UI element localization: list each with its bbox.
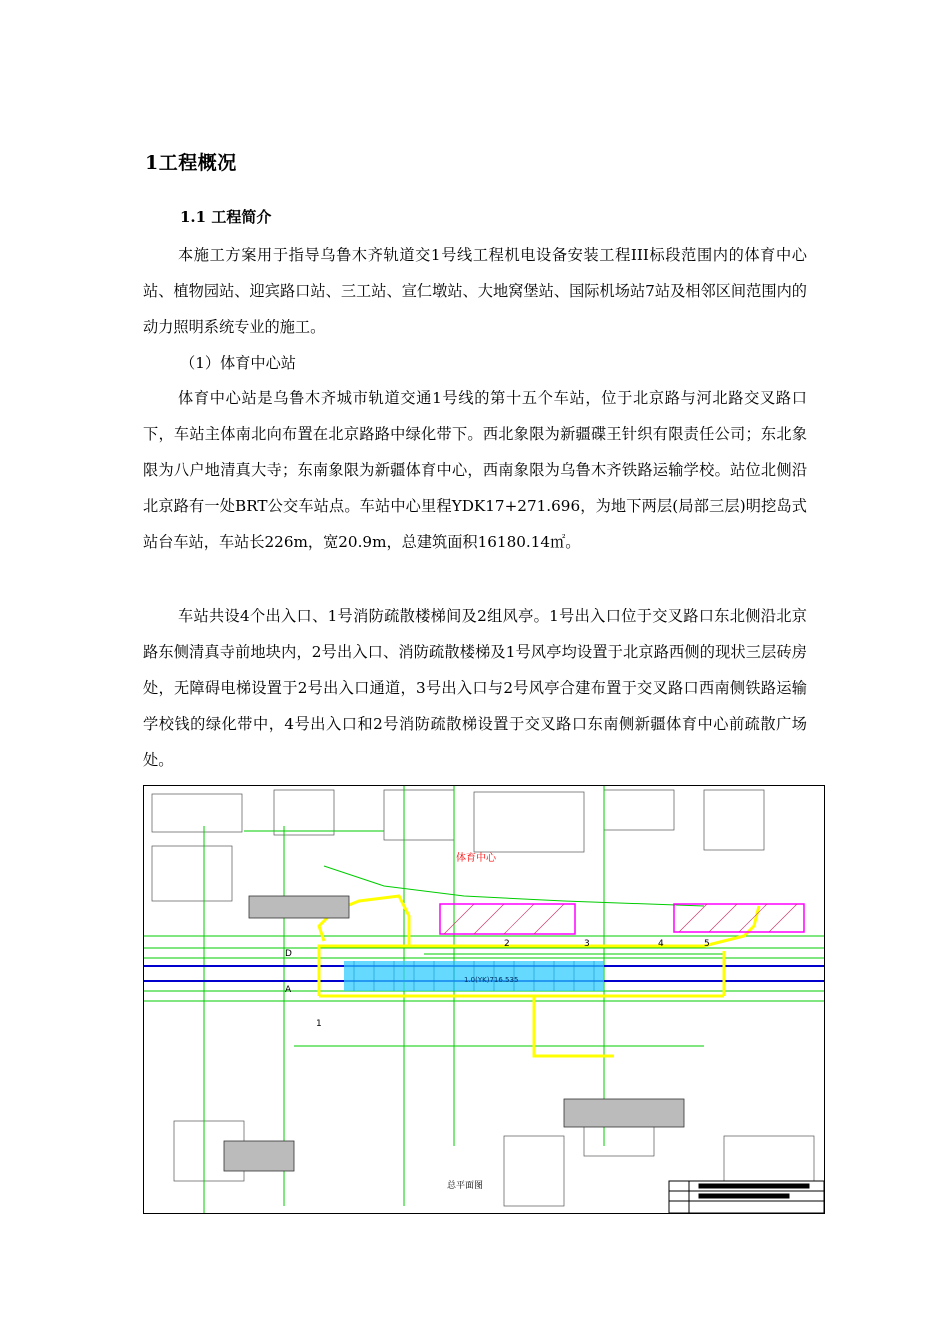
item-label: （1）体育中心站 <box>180 354 296 372</box>
subsection-title: 1.1 工程简介 <box>180 208 272 226</box>
entrance-1-label: 1 <box>316 1019 322 1029</box>
entrance-3-label: 3 <box>584 939 590 949</box>
title-block <box>669 1181 824 1213</box>
paragraph-station-location: 体育中心站是乌鲁木齐城市轨道交通1号线的第十五个车站，位于北京路与河北路交叉路口下，车站主体南北向布置在北京路路中绿化带下。西北象限为新疆碟王针织有限责任公司；东北象限为八户地清真大寺；东南象限为新疆体育中心，西南象限为乌鲁木齐铁路运输学校。站位北侧沿北京路有一处BRT公交车站点。车站中心里程YDK17+271.696，为地下两层(局部三层)明挖岛式站台车站，车站长226m，宽20.9m，总建筑面积16180.14㎡。 <box>143 389 807 551</box>
paragraph-scope: 本施工方案用于指导乌鲁木齐轨道交1号线工程机电设备安装工程III标段范围内的体育中心站、植物园站、迎宾路口站、三工站、宣仁墩站、大地窝堡站、国际机场站7站及相邻区间范围内的动力照明系统专业的施工。 <box>143 246 807 336</box>
magenta-hatch <box>444 904 797 934</box>
paragraph-entrances: 车站共设4个出入口、1号消防疏散楼梯间及2组风亭。1号出入口位于交叉路口东北侧沿北京路东侧清真寺前地块内，2号出入口、消防疏散楼梯及1号风亭均设置于北京路西侧的现状三层砖房处，无障碍电梯设置于2号出入口通道，3号出入口与2号风亭合建布置于交叉路口西南侧铁路运输学校钱的绿化带中，4号出入口和2号消防疏散梯设置于交叉路口东南侧新疆体育中心前疏散广场处。 <box>143 607 807 769</box>
site-plan-svg <box>144 786 824 1213</box>
axis-a-label: A <box>285 985 292 995</box>
entrance-2-label: 2 <box>504 939 510 949</box>
label-station-center: 1.0(YK)716.535 <box>464 976 519 984</box>
axis-d-label: D <box>285 949 292 959</box>
label-plan: 总平面图 <box>447 1181 484 1191</box>
entrance-4-label: 4 <box>658 939 664 949</box>
site-plan-drawing <box>143 785 825 1214</box>
entrance-5-label: 5 <box>704 939 710 949</box>
section-title: 1工程概况 <box>145 152 237 174</box>
label-sports-center: 体育中心 <box>456 853 496 864</box>
